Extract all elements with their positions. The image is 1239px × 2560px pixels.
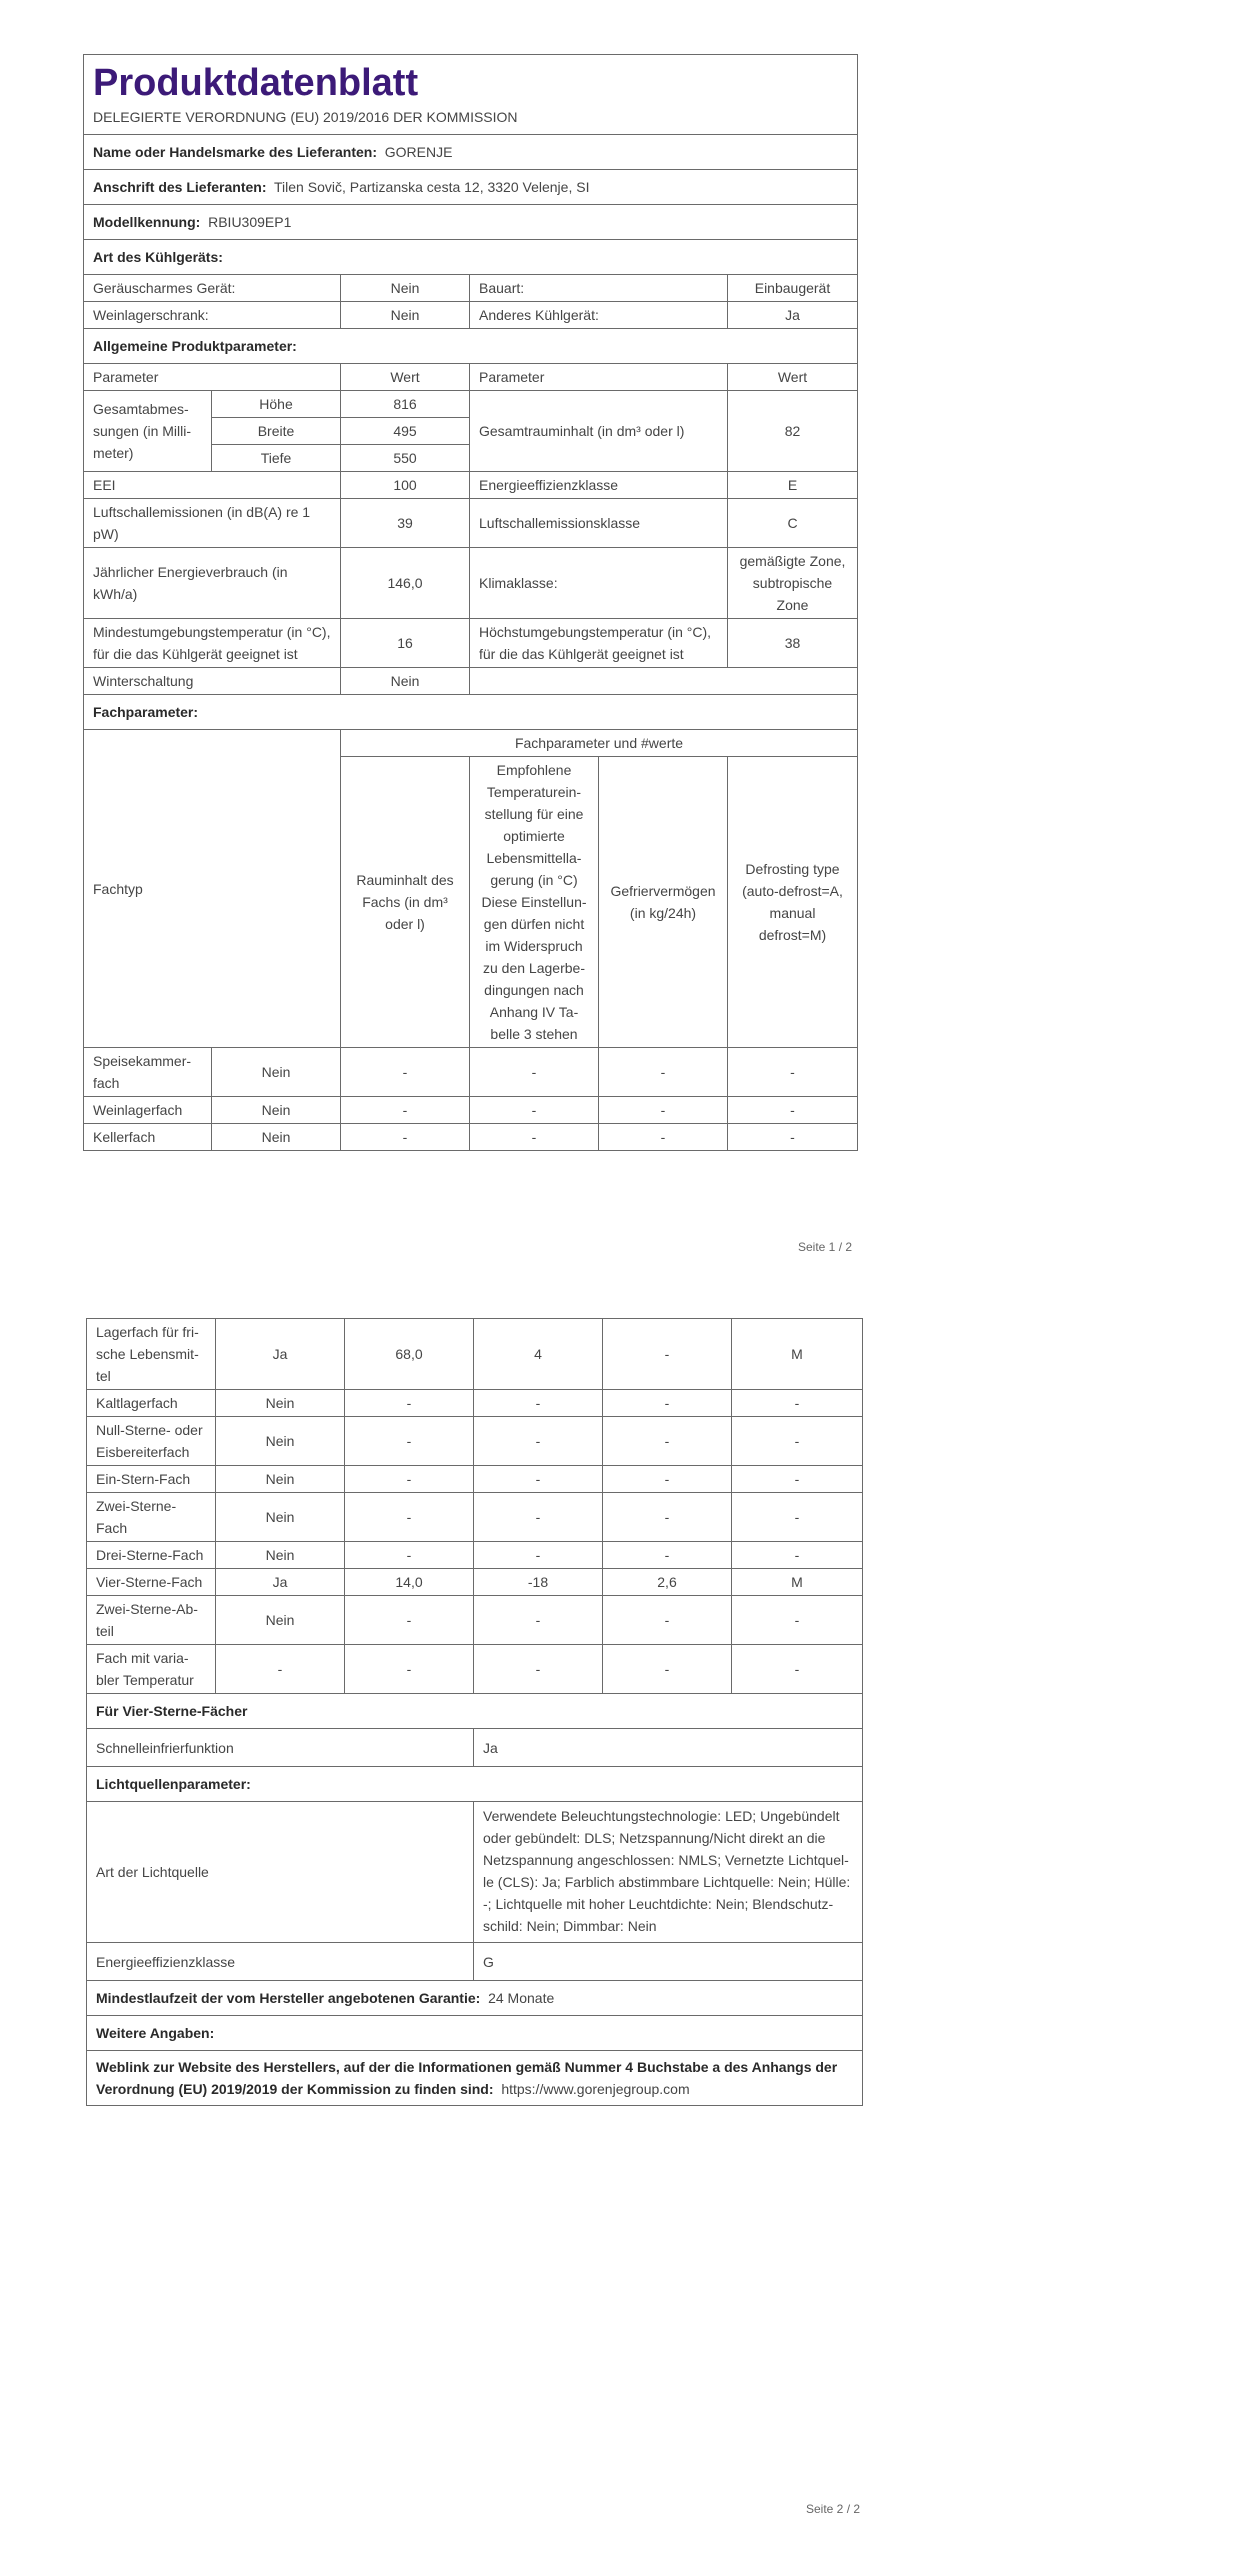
height-value: 816: [341, 391, 470, 418]
compartment-name: Zwei-Sterne-Fach: [87, 1493, 216, 1542]
compartment-present: Ja: [216, 1319, 345, 1390]
light-energy-class-label: Energieeffizienzklasse: [87, 1943, 474, 1981]
page-number-2: Seite 2 / 2: [806, 2502, 861, 2516]
compartment-type-header: Fachtyp: [84, 730, 341, 1048]
page-title: Produktdatenblatt: [93, 62, 419, 104]
noise-emission-value: 39: [341, 499, 470, 548]
compartment-params-group-header: Fachparameter und #werte: [341, 730, 858, 757]
compartment-name: Weinlagerfach: [84, 1097, 212, 1124]
compartment-defrost: -: [732, 1542, 863, 1569]
max-temp-value: 38: [728, 619, 858, 668]
compartment-temp: -: [474, 1466, 603, 1493]
compartment-name: Zwei-Sterne-Abteil: [87, 1596, 216, 1645]
noise-class-label: Luftschallemissionsklasse: [470, 499, 728, 548]
compartment-freeze: 2,6: [603, 1569, 732, 1596]
noise-emission-label: Luftschallemissionen (in dB(A) re 1 pW): [84, 499, 341, 548]
annual-energy-value: 146,0: [341, 548, 470, 619]
compartment-freeze: -: [603, 1645, 732, 1694]
light-source-type-label: Art der Lichtquelle: [87, 1802, 474, 1943]
climate-class-value: gemäßigte Zone, subtropische Zone: [728, 548, 858, 619]
compartment-defrost: -: [732, 1390, 863, 1417]
max-temp-label: Höchstumgebungstemperatur (in °C), für die das Kühlgerät geeignet ist: [470, 619, 728, 668]
compartment-present: Nein: [216, 1466, 345, 1493]
total-volume-label: Gesamtrauminhalt (in dm³ oder l): [470, 391, 728, 472]
compartment-volume: -: [345, 1542, 474, 1569]
compartment-freeze: -: [599, 1097, 728, 1124]
compartment-present: Nein: [212, 1097, 341, 1124]
total-volume-value: 82: [728, 391, 858, 472]
compartment-freeze: -: [603, 1417, 732, 1466]
dimensions-label: Gesamtabmessungen (in Millimeter): [84, 391, 212, 472]
compartment-volume: 14,0: [345, 1569, 474, 1596]
compartment-freeze: -: [599, 1048, 728, 1097]
weblink-value[interactable]: https://www.gorenjegroup.com: [501, 2081, 690, 2097]
energy-class-value: E: [728, 472, 858, 499]
table-row: [87, 1493, 863, 1542]
supplier-address-value: Tilen Sovič, Partizanska cesta 12, 3320 Velenje, SI: [274, 179, 590, 195]
compartment-freeze: -: [603, 1466, 732, 1493]
wine-cabinet-label: Weinlagerschrank:: [84, 302, 341, 329]
climate-class-label: Klimaklasse:: [470, 548, 728, 619]
compartment-present: Nein: [216, 1390, 345, 1417]
datasheet-table-page-1: [83, 54, 858, 1151]
compartment-defrost: -: [732, 1596, 863, 1645]
compartment-name: Lagerfach für frische Lebensmittel: [87, 1319, 216, 1390]
table-row: [87, 1466, 863, 1493]
compartment-temp: -: [474, 1596, 603, 1645]
compartment-name: Vier-Sterne-Fach: [87, 1569, 216, 1596]
compartment-freeze: -: [603, 1319, 732, 1390]
compartment-volume: -: [345, 1466, 474, 1493]
fast-freeze-label: Schnelleinfrierfunktion: [87, 1729, 474, 1767]
design-value: Einbaugerät: [728, 275, 858, 302]
compartment-volume: -: [341, 1124, 470, 1151]
table-row: [87, 1596, 863, 1645]
table-row: [87, 1569, 863, 1596]
compartment-temp: -: [470, 1124, 599, 1151]
model-value: RBIU309EP1: [208, 214, 292, 230]
eei-label: EEI: [84, 472, 341, 499]
compartment-freeze: -: [603, 1493, 732, 1542]
compartment-present: Nein: [216, 1493, 345, 1542]
table-row: [87, 1319, 863, 1390]
noise-class-value: C: [728, 499, 858, 548]
compartment-name: Kellerfach: [84, 1124, 212, 1151]
compartment-volume: -: [345, 1596, 474, 1645]
table-row: [87, 1645, 863, 1694]
compartment-rows-page-2: [87, 1319, 863, 1694]
compartment-freeze: -: [603, 1390, 732, 1417]
compartment-defrost: -: [732, 1417, 863, 1466]
annual-energy-label: Jährlicher Energieverbrauch (in kWh/a): [84, 548, 341, 619]
col-compartment-volume: Rauminhalt des Fachs (in dm³ oder l): [341, 757, 470, 1048]
compartment-temp: 4: [474, 1319, 603, 1390]
supplier-name-value: GORENJE: [384, 144, 453, 160]
compartment-name: Speisekammerfach: [84, 1048, 212, 1097]
compartment-defrost: -: [728, 1097, 858, 1124]
further-info-heading: Weitere Angaben:: [87, 2016, 863, 2051]
compartment-present: -: [216, 1645, 345, 1694]
datasheet-page-1: [83, 54, 857, 1151]
light-energy-class-value: G: [474, 1943, 863, 1981]
page-number-1: Seite 1 / 2: [798, 1240, 853, 1254]
table-row: [87, 1542, 863, 1569]
compartment-rows-page-1: [84, 1048, 858, 1151]
compartment-temp: -: [470, 1048, 599, 1097]
compartment-volume: 68,0: [345, 1319, 474, 1390]
compartment-freeze: -: [599, 1124, 728, 1151]
table-row: [87, 1417, 863, 1466]
col-freezing-capacity: Gefriervermögen (in kg/24h): [599, 757, 728, 1048]
supplier-address-label: Anschrift des Lieferanten:: [93, 179, 267, 195]
compartment-name: Fach mit variabler Temperatur: [87, 1645, 216, 1694]
eei-value: 100: [341, 472, 470, 499]
compartment-volume: -: [345, 1390, 474, 1417]
wine-cabinet-value: Nein: [341, 302, 470, 329]
min-temp-value: 16: [341, 619, 470, 668]
low-noise-label: Geräuscharmes Gerät:: [84, 275, 341, 302]
compartment-present: Nein: [216, 1542, 345, 1569]
compartment-present: Nein: [216, 1596, 345, 1645]
compartment-volume: -: [341, 1097, 470, 1124]
warranty-label: Mindestlaufzeit der vom Hersteller angebotenen Garantie:: [96, 1990, 481, 2006]
compartment-temp: -: [470, 1097, 599, 1124]
compartment-defrost: -: [732, 1645, 863, 1694]
compartment-volume: -: [341, 1048, 470, 1097]
col-value-left: Wert: [341, 364, 470, 391]
compartment-volume: -: [345, 1417, 474, 1466]
compartment-freeze: -: [603, 1542, 732, 1569]
other-appliance-value: Ja: [728, 302, 858, 329]
compartment-defrost: M: [732, 1319, 863, 1390]
compartment-temp: -: [474, 1390, 603, 1417]
compartment-defrost: -: [732, 1493, 863, 1542]
model-label: Modellkennung:: [93, 214, 201, 230]
energy-class-label: Energieeffizienzklasse: [470, 472, 728, 499]
weblink-label: Weblink zur Website des Herstellers, auf der die Informationen gemäß Nummer 4 Buchstabe a des Anhangs der Verordnung (EU) 2019/2019 der Kommission zu finden sind:: [96, 2059, 838, 2097]
compartment-defrost: -: [732, 1466, 863, 1493]
compartment-temp: -: [474, 1542, 603, 1569]
winter-switch-label: Winterschaltung: [84, 668, 341, 695]
compartment-present: Nein: [216, 1417, 345, 1466]
table-row: [84, 1048, 858, 1097]
compartment-freeze: -: [603, 1596, 732, 1645]
compartment-temp: -18: [474, 1569, 603, 1596]
four-star-heading: Für Vier-Sterne-Fächer: [87, 1694, 863, 1729]
low-noise-value: Nein: [341, 275, 470, 302]
compartment-params-heading: Fachparameter:: [84, 695, 858, 730]
compartment-temp: -: [474, 1493, 603, 1542]
compartment-temp: -: [474, 1417, 603, 1466]
winter-switch-value: Nein: [341, 668, 470, 695]
compartment-volume: -: [345, 1493, 474, 1542]
fast-freeze-value: Ja: [474, 1729, 863, 1767]
compartment-name: Drei-Sterne-Fach: [87, 1542, 216, 1569]
height-label: Höhe: [212, 391, 341, 418]
datasheet-page-2: [86, 1318, 862, 2106]
compartment-present: Nein: [212, 1048, 341, 1097]
col-parameter-right: Parameter: [470, 364, 728, 391]
compartment-volume: -: [345, 1645, 474, 1694]
design-label: Bauart:: [470, 275, 728, 302]
width-label: Breite: [212, 418, 341, 445]
warranty-value: 24 Monate: [488, 1990, 555, 2006]
supplier-name-label: Name oder Handelsmarke des Lieferanten:: [93, 144, 377, 160]
appliance-type-heading: Art des Kühlgeräts:: [84, 240, 858, 275]
general-params-heading: Allgemeine Produktparameter:: [84, 329, 858, 364]
col-parameter-left: Parameter: [84, 364, 341, 391]
regulation-subtitle: DELEGIERTE VERORDNUNG (EU) 2019/2016 DER KOMMISSION: [93, 109, 518, 125]
depth-value: 550: [341, 445, 470, 472]
compartment-name: Ein-Stern-Fach: [87, 1466, 216, 1493]
min-temp-label: Mindestumgebungstemperatur (in °C), für die das Kühlgerät geeignet ist: [84, 619, 341, 668]
compartment-defrost: -: [728, 1124, 858, 1151]
compartment-temp: -: [474, 1645, 603, 1694]
compartment-defrost: -: [728, 1048, 858, 1097]
light-source-heading: Lichtquellenparameter:: [87, 1767, 863, 1802]
compartment-name: Kaltlagerfach: [87, 1390, 216, 1417]
compartment-present: Ja: [216, 1569, 345, 1596]
other-appliance-label: Anderes Kühlgerät:: [470, 302, 728, 329]
datasheet-table-page-2: [86, 1318, 863, 2106]
light-source-type-value: Verwendete Beleuchtungstechnologie: LED; Ungebündelt oder gebündelt: DLS; Netzspannung/Nicht direkt an die Netzspannung angeschlossen: NMLS; Vernetzte Lichtquelle (CLS): Ja; Farblich abstimmbare Lichtquelle: Nein; Hülle: -; Lichtquelle mit hoher Leuchtdichte: Nein; Blendschutzschild: Nein; Dimmbar: Nein: [474, 1802, 863, 1943]
col-defrost-type: Defrosting type (auto-defrost=A, manual defrost=M): [728, 757, 858, 1048]
col-recommended-temp: Empfohlene Temperatureinstellung für eine optimierte Lebensmittellagerung (in °C) Diese Einstellungen dürfen nicht im Widerspruch zu den Lagerbedingungen nach Anhang IV Tabelle 3 stehen: [470, 757, 599, 1048]
table-row: [84, 1097, 858, 1124]
table-row: [87, 1390, 863, 1417]
compartment-present: Nein: [212, 1124, 341, 1151]
width-value: 495: [341, 418, 470, 445]
depth-label: Tiefe: [212, 445, 341, 472]
compartment-name: Null-Sterne- oder Eisbereiterfach: [87, 1417, 216, 1466]
compartment-defrost: M: [732, 1569, 863, 1596]
col-value-right: Wert: [728, 364, 858, 391]
table-row: [84, 1124, 858, 1151]
